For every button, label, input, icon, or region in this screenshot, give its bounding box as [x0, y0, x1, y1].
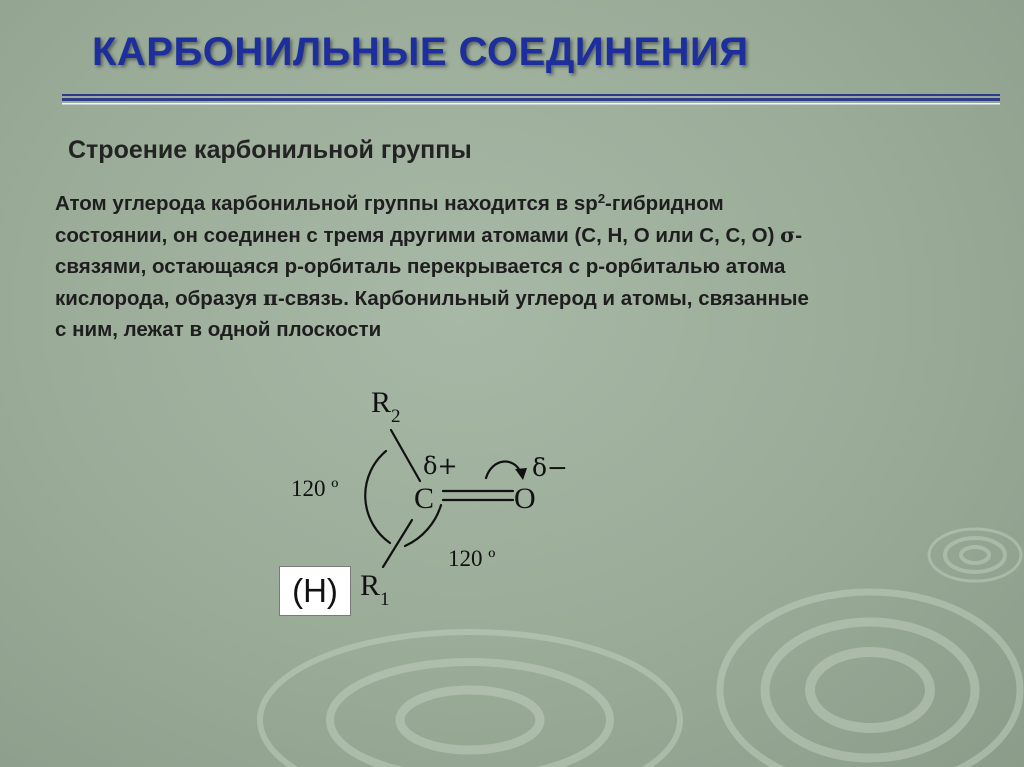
delta-plus-charge: δ+	[423, 452, 458, 480]
bond-c-r2	[391, 430, 420, 481]
body-text: состоянии, он соединен с тремя другими атомами (С, Н, О или С, С, О)	[55, 223, 781, 247]
body-text: кислорода, образуя	[55, 286, 263, 310]
r2-label: $R_2$	[371, 386, 401, 427]
body-text: Атом углерода карбонильной группы находится в sp	[55, 192, 598, 215]
slide-title: КАРБОНИЛЬНЫЕ СОЕДИНЕНИЯ	[92, 30, 749, 74]
body-text: -гибридном	[605, 192, 724, 215]
angle-arc-left	[365, 451, 390, 543]
delta-minus-charge: δ−	[532, 453, 568, 482]
body-line-3: связями, остающаяся р-орбиталь перекрывается с р-орбиталью атома	[55, 255, 786, 278]
body-text: -	[795, 223, 803, 247]
oxygen-atom: O	[514, 482, 536, 515]
arrowhead	[515, 468, 527, 480]
pi-symbol: π	[262, 285, 278, 310]
bond-c-r1	[383, 520, 412, 567]
hydrogen-alternative-label: (H)	[279, 566, 351, 616]
slide-subtitle: Строение карбонильной группы	[68, 136, 472, 164]
angle-label-left: 120 º	[291, 476, 339, 501]
body-line-5: с ним, лежат в одной плоскости	[55, 318, 382, 341]
carbon-atom: C	[414, 482, 435, 515]
sigma-symbol: σ	[780, 222, 796, 247]
angle-label-right: 120 º	[448, 546, 496, 571]
superscript: 2	[597, 191, 606, 206]
body-text: -связь. Карбонильный углерод и атомы, связанные	[277, 286, 809, 310]
r1-label: $R_1$	[360, 569, 390, 610]
